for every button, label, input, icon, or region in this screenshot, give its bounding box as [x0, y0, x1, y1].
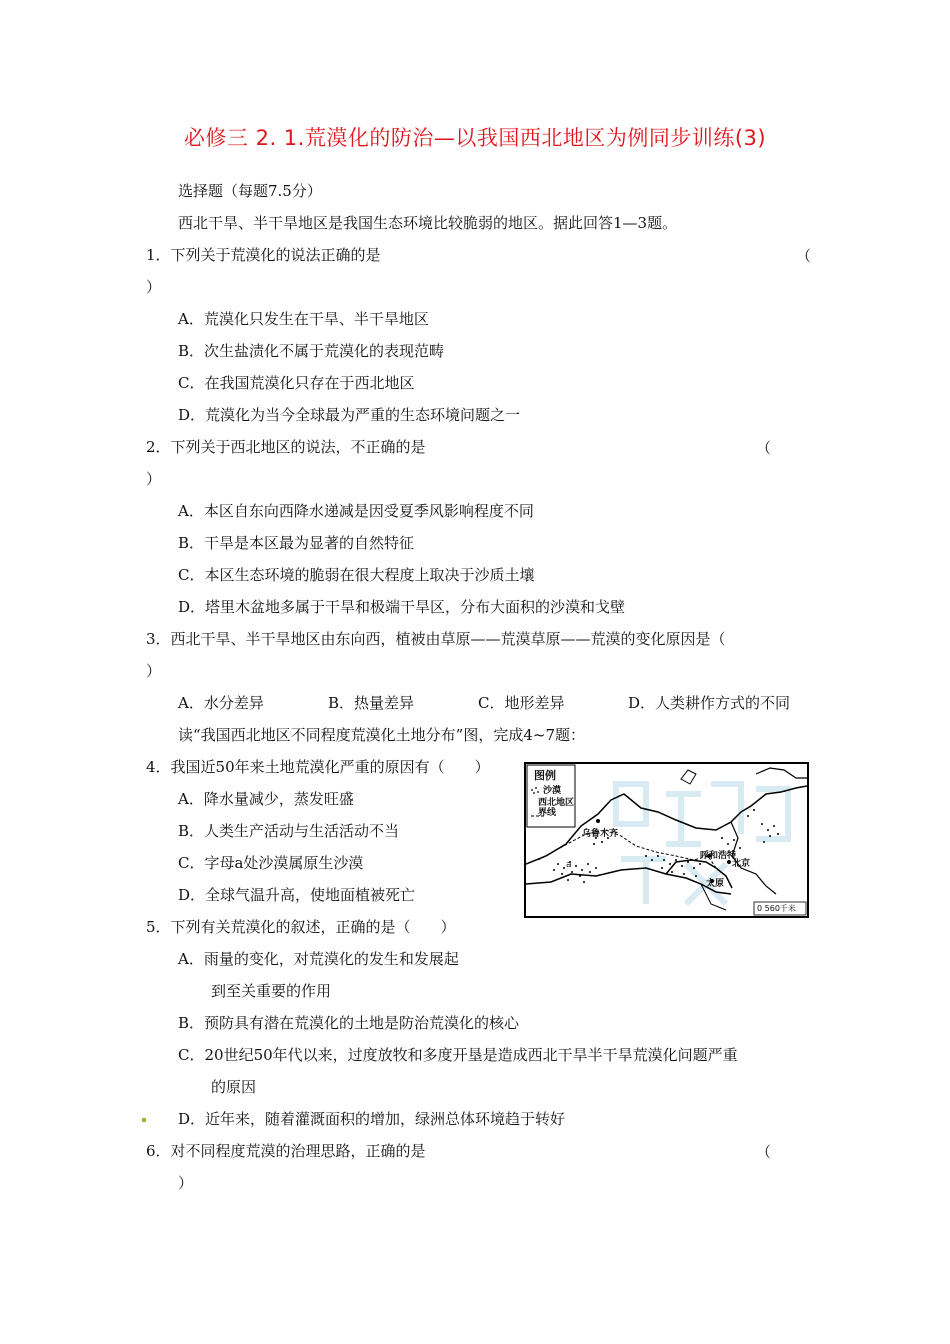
question-5-option-c: C．20世纪50年代以来，过度放牧和多度开垦是造成西北干旱半干旱荒漠化问题严重 [178, 1046, 738, 1064]
question-6-open-paren: （ [756, 1143, 772, 1161]
question-4-option-b: B．人类生产活动与生活活动不当 [178, 822, 400, 840]
question-2-option-b: B．干旱是本区最为显著的自然特征 [178, 534, 415, 552]
question-5-option-a-cont: 到至关重要的作用 [211, 982, 332, 1000]
intro-text: 西北干旱、半干旱地区是我国生态环境比较脆弱的地区。据此回答1—3题。 [178, 214, 678, 232]
question-3-option-a: A．水分差异 [178, 694, 264, 712]
map-legend-desert: 沙漠 [543, 786, 562, 796]
question-3-option-c: C．地形差异 [478, 694, 565, 712]
question-2-option-c: C．本区生态环境的脆弱在很大程度上取决于沙质土壤 [178, 566, 535, 584]
question-3-option-d: D．人类耕作方式的不同 [628, 694, 791, 712]
question-1-open-paren: （ [796, 247, 812, 265]
read-map-intro: 读“我国西北地区不同程度荒漠化土地分布”图，完成4~7题： [178, 726, 585, 744]
question-1-option-b: B．次生盐渍化不属于荒漠化的表现范畴 [178, 342, 445, 360]
map-scale-label: 0 560千米 [757, 904, 796, 913]
question-2-close-paren: ） [146, 470, 162, 488]
map-drawing [526, 764, 807, 916]
map-label-beijing: 北京 [732, 859, 751, 869]
question-5-option-d: D．近年来，随着灌溉面积的增加，绿洲总体环境趋于转好 [178, 1110, 566, 1128]
question-3-close-paren: ） [146, 662, 162, 680]
question-6-stem: 6．对不同程度荒漠的治理思路，正确的是 [146, 1142, 426, 1160]
question-4-option-c: C．字母a处沙漠属原生沙漠 [178, 854, 364, 872]
margin-mark [142, 1118, 146, 1122]
question-6-close-paren: ） [178, 1174, 194, 1192]
map-label-urumqi: 乌鲁木齐 [582, 829, 619, 839]
question-5-option-c-cont: 的原因 [211, 1078, 257, 1096]
map-label-hohhot: 呼和浩特 [700, 851, 737, 861]
page-title: 必修三 2. 1.荒漠化的防治—以我国西北地区为例同步训练(3) [183, 126, 767, 150]
question-3-stem: 3．西北干旱、半干旱地区由东向西，植被由草原——荒漠草原——荒漠的变化原因是（ [146, 630, 726, 648]
question-5-option-a: A．雨量的变化，对荒漠化的发生和发展起 [178, 950, 459, 968]
question-2-option-a: A．本区自东向西降水递减是因受夏季风影响程度不同 [178, 502, 534, 520]
question-4-option-a: A．降水量减少，蒸发旺盛 [178, 790, 354, 808]
question-1-option-d: D．荒漠化为当今全球最为严重的生态环境问题之一 [178, 406, 521, 424]
question-3-option-b: B．热量差异 [328, 694, 415, 712]
question-2-open-paren: （ [756, 439, 772, 457]
question-5-option-b: B．预防具有潜在荒漠化的土地是防治荒漠化的核心 [178, 1014, 520, 1032]
section-heading: 选择题（每题7.5分） [178, 182, 322, 200]
question-1-stem: 1．下列关于荒漠化的说法正确的是 [146, 246, 381, 264]
desertification-map [524, 762, 809, 918]
question-4-option-d: D．全球气温升高，使地面植被死亡 [178, 886, 416, 904]
question-1-option-a: A．荒漠化只发生在干旱、半干旱地区 [178, 310, 429, 328]
map-label-taiyuan: 太原 [706, 879, 725, 889]
question-4-stem: 4．我国近50年来土地荒漠化严重的原因有（ ） [146, 758, 490, 776]
question-1-close-paren: ） [146, 278, 162, 296]
question-2-stem: 2．下列关于西北地区的说法，不正确的是 [146, 438, 426, 456]
question-5-stem: 5．下列有关荒漠化的叙述，正确的是（ ） [146, 918, 456, 936]
map-legend-boundary: 西北地区界线 [538, 798, 575, 818]
question-1-option-c: C．在我国荒漠化只存在于西北地区 [178, 374, 415, 392]
map-label-a: a [566, 860, 572, 870]
question-2-option-d: D．塔里木盆地多属于干旱和极端干旱区，分布大面积的沙漠和戈壁 [178, 598, 626, 616]
map-legend-title: 图例 [534, 769, 556, 782]
